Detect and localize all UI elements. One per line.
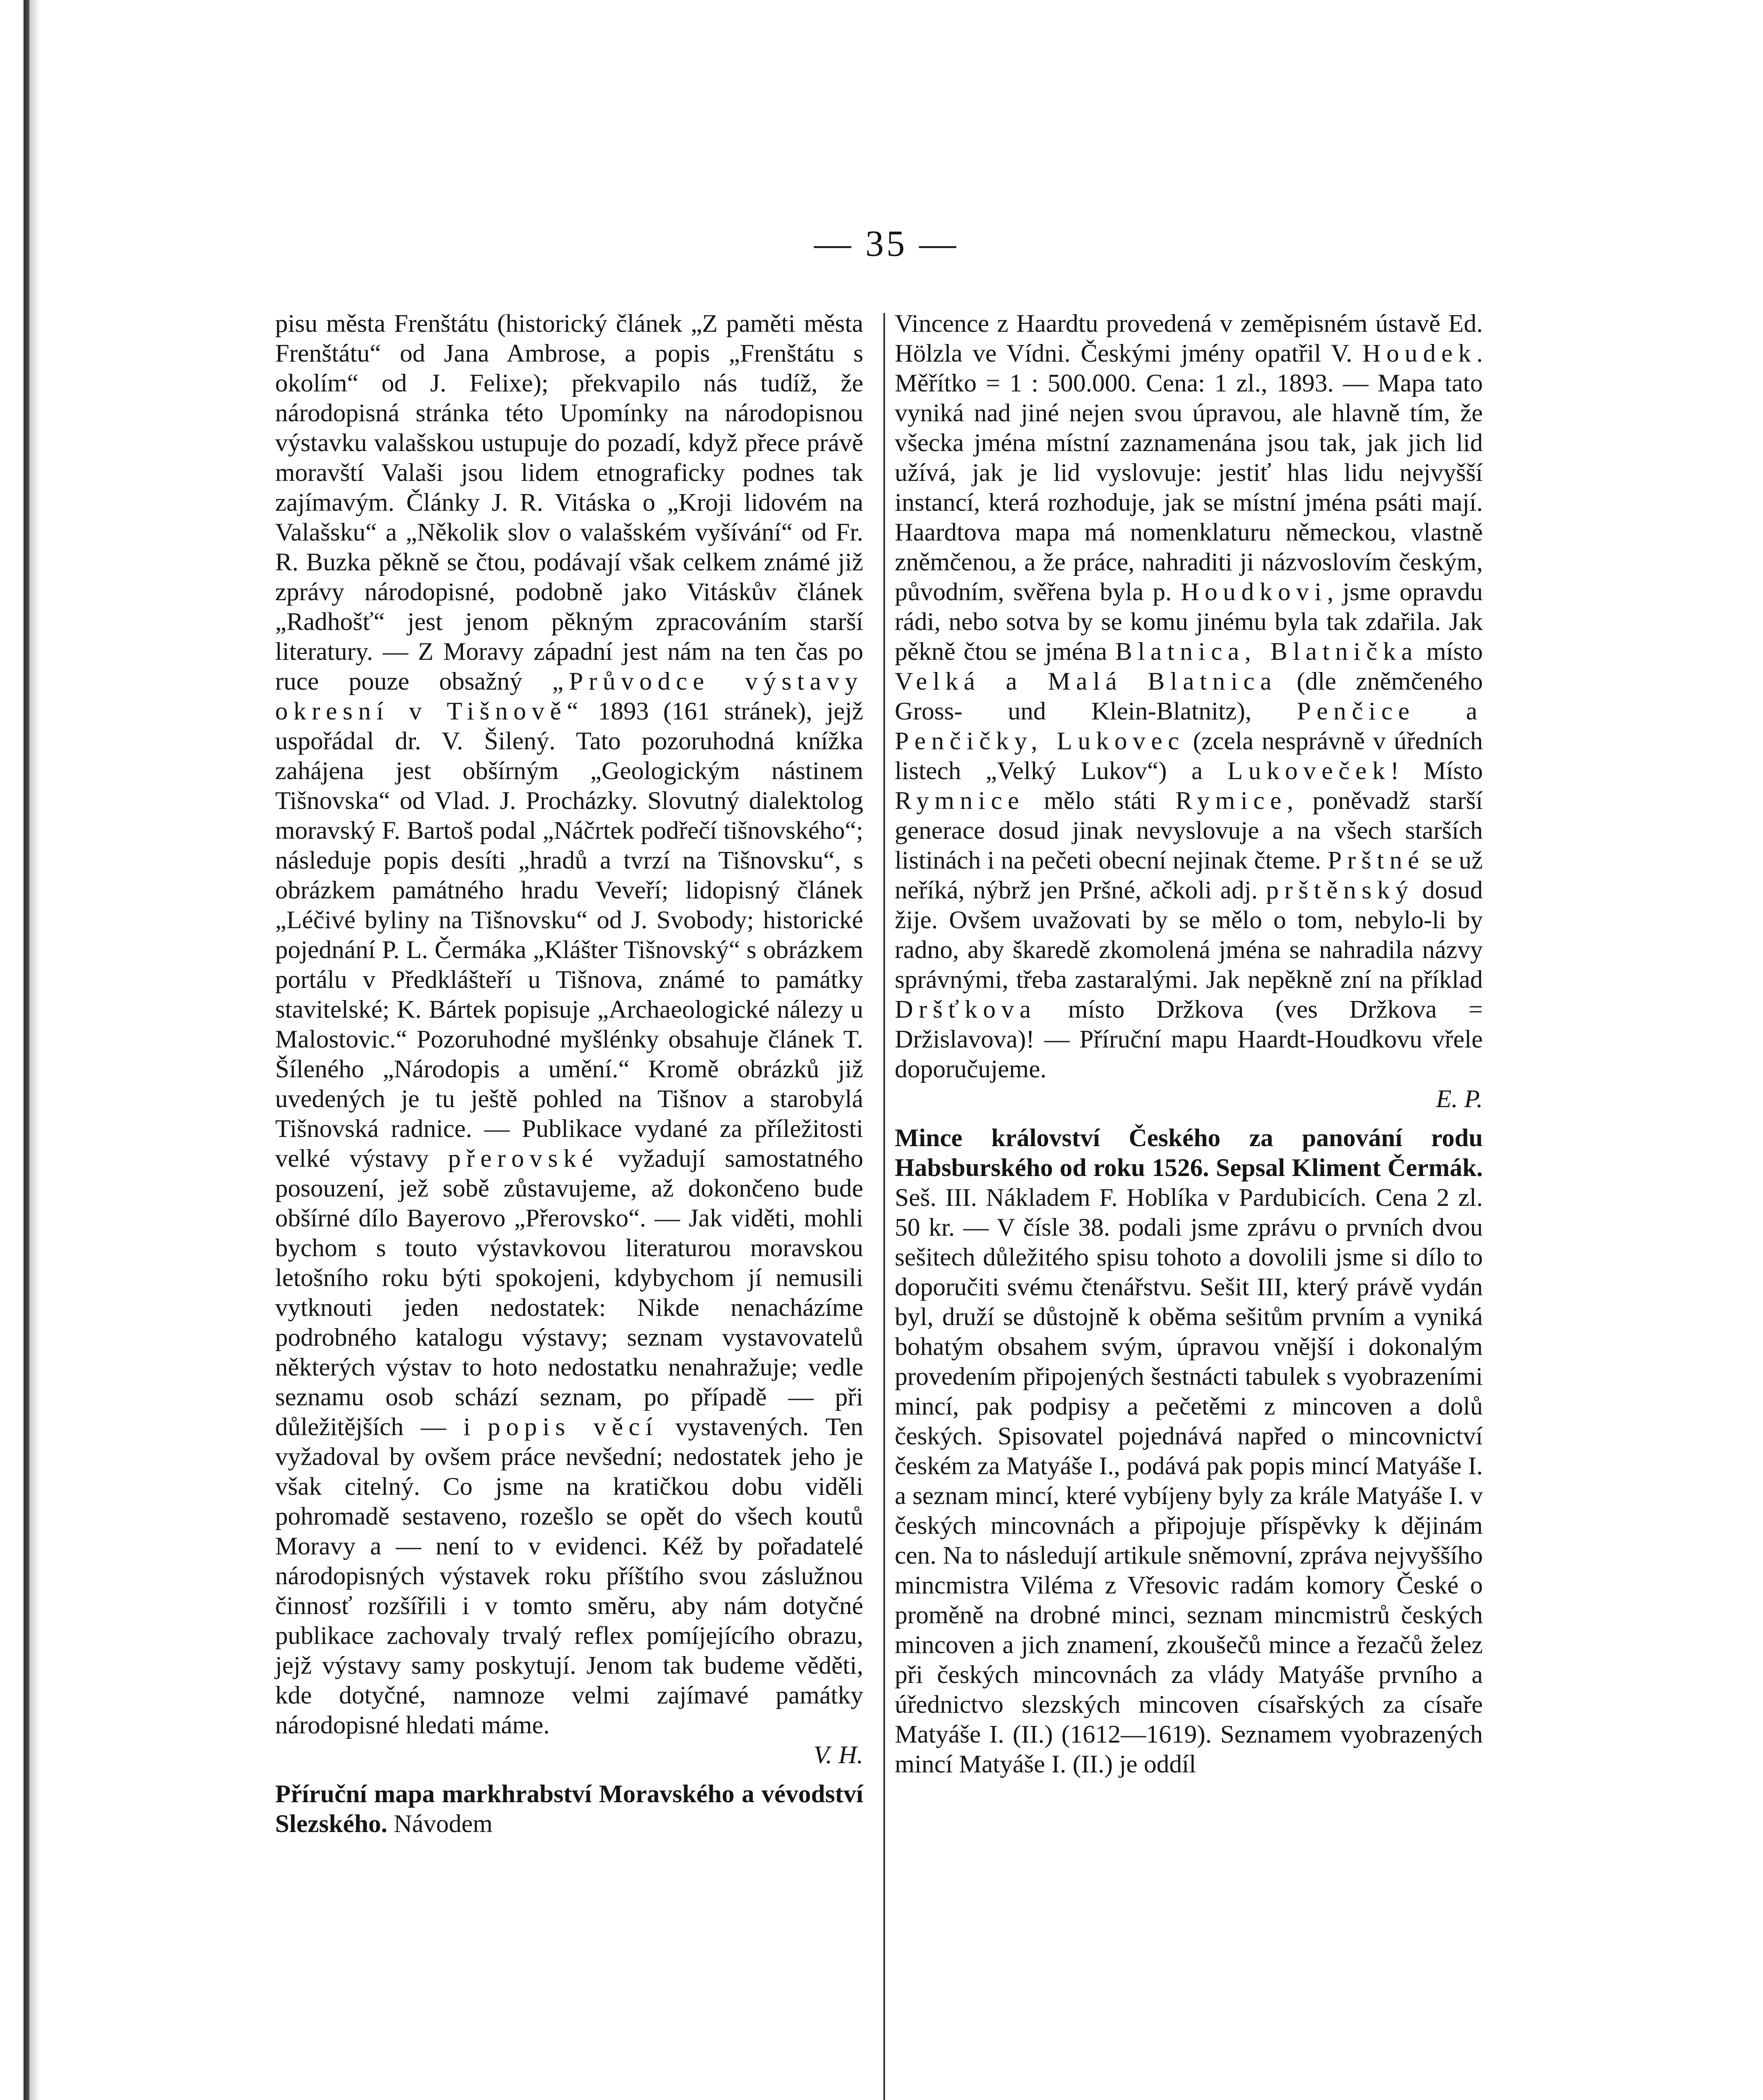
text-run: Návodem [387,1810,493,1838]
text-run: vystavených. Ten vyžadoval by ovšem práce nevšední; nedostatek jeho je však citelný. Co jsme na kratičkou dobu viděli pohromadě sestaveno, rozešlo se opět do všech koutů Moravy a — není to v evidenci. Kéž by pořadatelé národopisných výstavek roku příštího svou záslužnou činnosť rozšířili i v tomto směru, aby nám dotyčné publikace zachovaly trvalý reflex pomíjejícího obrazu, jejž výstavy samy poskytují. Jenom tak budeme věděti, kde dotyčné, namnoze velmi zajímavé památky národopisné hledati máme. [275,1413,864,1739]
left-signature-line [275,1740,863,1770]
right-column [895,309,1483,1779]
entry-heading: Mince království Českého za panování rodu Habsburského od roku 1526. Sepsal Kliment Čermák. [895,1124,1483,1182]
text-run: . Měřítko = 1 : 500.000. Cena: 1 zl., 1893. — Mapa tato vyniká nad jiné nejen svou úpravou, ale hlavně tím, že všecka jména místní zaznamenána jsou tak, jak jich lid užívá, jak je lid vyslovuje: jestiť hlas lidu nejvyšší instancí, která rozhoduje, jak se místní jména psáti mají. Haardtova mapa má nomenklaturu německou, vlastně zněmčenou, a že práce, nahraditi ji názvoslovím českým, původním, svěřena byla p. [895,339,1483,606]
spaced-word: Penčice a Penčičky, Lukovec [895,697,1483,755]
left-paragraph-exhibition-literature [275,309,863,1740]
text-run: ! Místo [1390,757,1483,785]
text-run: Seš. III. Nákladem F. Hoblíka v Pardubicích. Cena 2 zl. 50 kr. — V čísle 38. podali jsme zprávu o prvních dvou sešitech důležitého spisu tohoto a dovolili jsme si dílo to doporučiti svému čtenářstvu. Sešit III, který právě vydán byl, druží se důstojně k oběma sešitům prvním a vyniká bohatým obsahem svým, úpravou vnější i dokonalým provedením připojených šestnácti tabulek s vyobrazeními mincí, pak podpisy a pečetěmi z mincoven a dolů českých. Spisovatel pojednává napřed o mincovnictví českém za Matyáše I., podává pak popis mincí Matyáše I. a seznam mincí, které vybíjeny byly za krále Matyáše I. v českých mincovnách a připojuje příspěvky k dějinám cen. Na to následují artikule sněmovní, zpráva nejvyššího mincmistra Viléma z Vřesovic radám komory České o proměně na drobné minci, seznam mincmistrů českých mincoven a jich znamení, zkoušečů mince a řezačů želez při českých mincovnách za vlády Matyáše prvního a úřednictvo slezských mincoven císařských za císaře Matyáše I. (II.) (1612—1619). Seznamem vyobrazených mincí Matyáše I. (II.) je oddíl [895,1184,1483,1778]
spaced-word: Houdek [1362,339,1477,368]
right-signature-line [895,1084,1483,1114]
text-run: pisu města Frenštátu (historický článek „Z paměti města Frenštátu“ od Jana Ambrose, a popis „Frenštátu s okolím“ od J. Felixe); překvapilo nás tudíž, že národopisná stránka této Upomínky na národopisnou výstavku valašskou ustupuje do pozadí, když přece právě moravští Valaši jsou lidem etnograficky podnes tak zajímavým. Články J. R. Vitáska o „Kroji lidovém na Valašsku“ a „Několik slov o valašském vyšívání“ od Fr. R. Buzka pěkně se čtou, podávají však celkem známé již zprávy národopisné, podobně jako Vitáskův článek „Radhošť“ jest jenom pěkným zpracováním starší literatury. — Z Moravy západní jest nám na ten čas po ruce pouze obsažný [275,310,863,696]
text-run: , poněvadž starší generace dosud jinak nevyslovuje a na všech starších listinách i na pečeti obecní nejinak čteme. [895,787,1483,874]
spaced-word: Blatnica, Blatnička [1115,638,1418,666]
spaced-word: popis věcí [487,1413,658,1441]
page-number: — 35 — [814,223,959,264]
spaced-word: Prštné [1327,846,1425,874]
text-run: dosud žije. Ovšem uvažovati by se mělo o tom, nebylo-li by radno, aby škaredě zkomolená jména se nahradila názvy správnými, třeba zastaralými. Jak nepěkně zní na příklad [895,876,1483,994]
spaced-word: Houdkovi [1180,578,1327,606]
text-run: vyžadují samostatného posouzení, jež sobě zůstavujeme, až dokončeno bude obšírné dílo Bayerovo „Přerovsko“. — Jak viděti, mohli bychom s touto výstavkovou literaturou moravskou letošního roku býti spokojeni, kdybychom jí nemusili vytknouti jeden nedostatek: Nikde nenacházíme podrobného katalogu výstavy; seznam vystavovatelů některých výstav to hoto nedostatku nenahražuje; vedle seznamu osob schází seznam, po případě — při důležitějších — i [275,1144,863,1441]
text-run: se už neříká, nýbrž jen Pršné, ačkoli adj. [895,846,1483,904]
spaced-word: prštěnský [1266,876,1414,904]
text-run: (zcela nesprávně v úředních listech „Velký Lukov“) a [895,727,1483,785]
spaced-word: přerovské [448,1144,599,1173]
binding-shadow [29,0,40,2100]
spaced-word: Rymice [1175,787,1287,815]
text-run: mělo státi [1025,787,1176,815]
text-run: Vincence z Haardtu provedená v zeměpisném ústavě Ed. Hölzla ve Vídni. Českými jmény opatřil V. [895,310,1483,368]
spaced-word: Velká a Malá Blatnica [895,667,1277,696]
spaced-word: Dršťkova [895,995,1037,1024]
binding-edge [24,0,29,2100]
text-run: , jsme opravdu rádi, nebo sotva by se komu jinému byla tak zdařila. Jak pěkně čtou se jména [895,578,1483,666]
spaced-title: „Průvodce výstavy okresní v Tišnově“ [275,667,863,725]
text-run: místo [1418,638,1483,666]
text-run: (dle zněmčeného Gross- und Klein-Blatnitz), [895,667,1483,725]
author-signature: V. H. [813,1741,863,1769]
left-column [275,309,863,1839]
author-signature: E. P. [1436,1085,1483,1113]
spaced-word: Rymnice [895,787,1025,815]
column-rule [883,313,885,2100]
text-run: místo Držkova (ves Držkova = Držislavova)! — Příruční mapu Haardt-Houdkovu vřele doporučujeme. [895,995,1483,1083]
text-run: 1893 (161 stránek), jejž uspořádal dr. V. Šilený. Tato pozoruhodná knížka zahájena jest obšírným „Geologickým nástinem Tišnovska“ od Vlad. J. Procházky. Slovutný dialektolog moravský F. Bartoš podal „Náčrtek podřečí tišnovského“; následuje popis desíti „hradů a tvrzí na Tišnovsku“, s obrázkem památného hradu Veveří; lidopisný článek „Léčivé byliny na Tišnovsku“ od J. Svobody; historické pojednání P. L. Čermáka „Klášter Tišnovský“ s obrázkem portálu v Předklášteří u Tišnova, známé to památky stavitelské; K. Bártek popisuje „Archaeologické nálezy u Malostovic.“ Pozoruhodné myšlénky obsahuje článek T. Šíleného „Národopis a umění.“ Kromě obrázků již uvedených je tu ještě pohled na Tišnov a starobylá Tišnovská radnice. — Publikace vydané za příležitosti velké výstavy [275,697,863,1173]
entry-heading: Příruční mapa markhrabství Moravského a vévodství Slezského. [275,1780,863,1838]
right-paragraph-map-review [895,309,1483,1084]
spaced-word: Lukoveček [1227,757,1391,785]
left-entry-map [275,1779,863,1839]
right-entry-coins [895,1123,1483,1779]
